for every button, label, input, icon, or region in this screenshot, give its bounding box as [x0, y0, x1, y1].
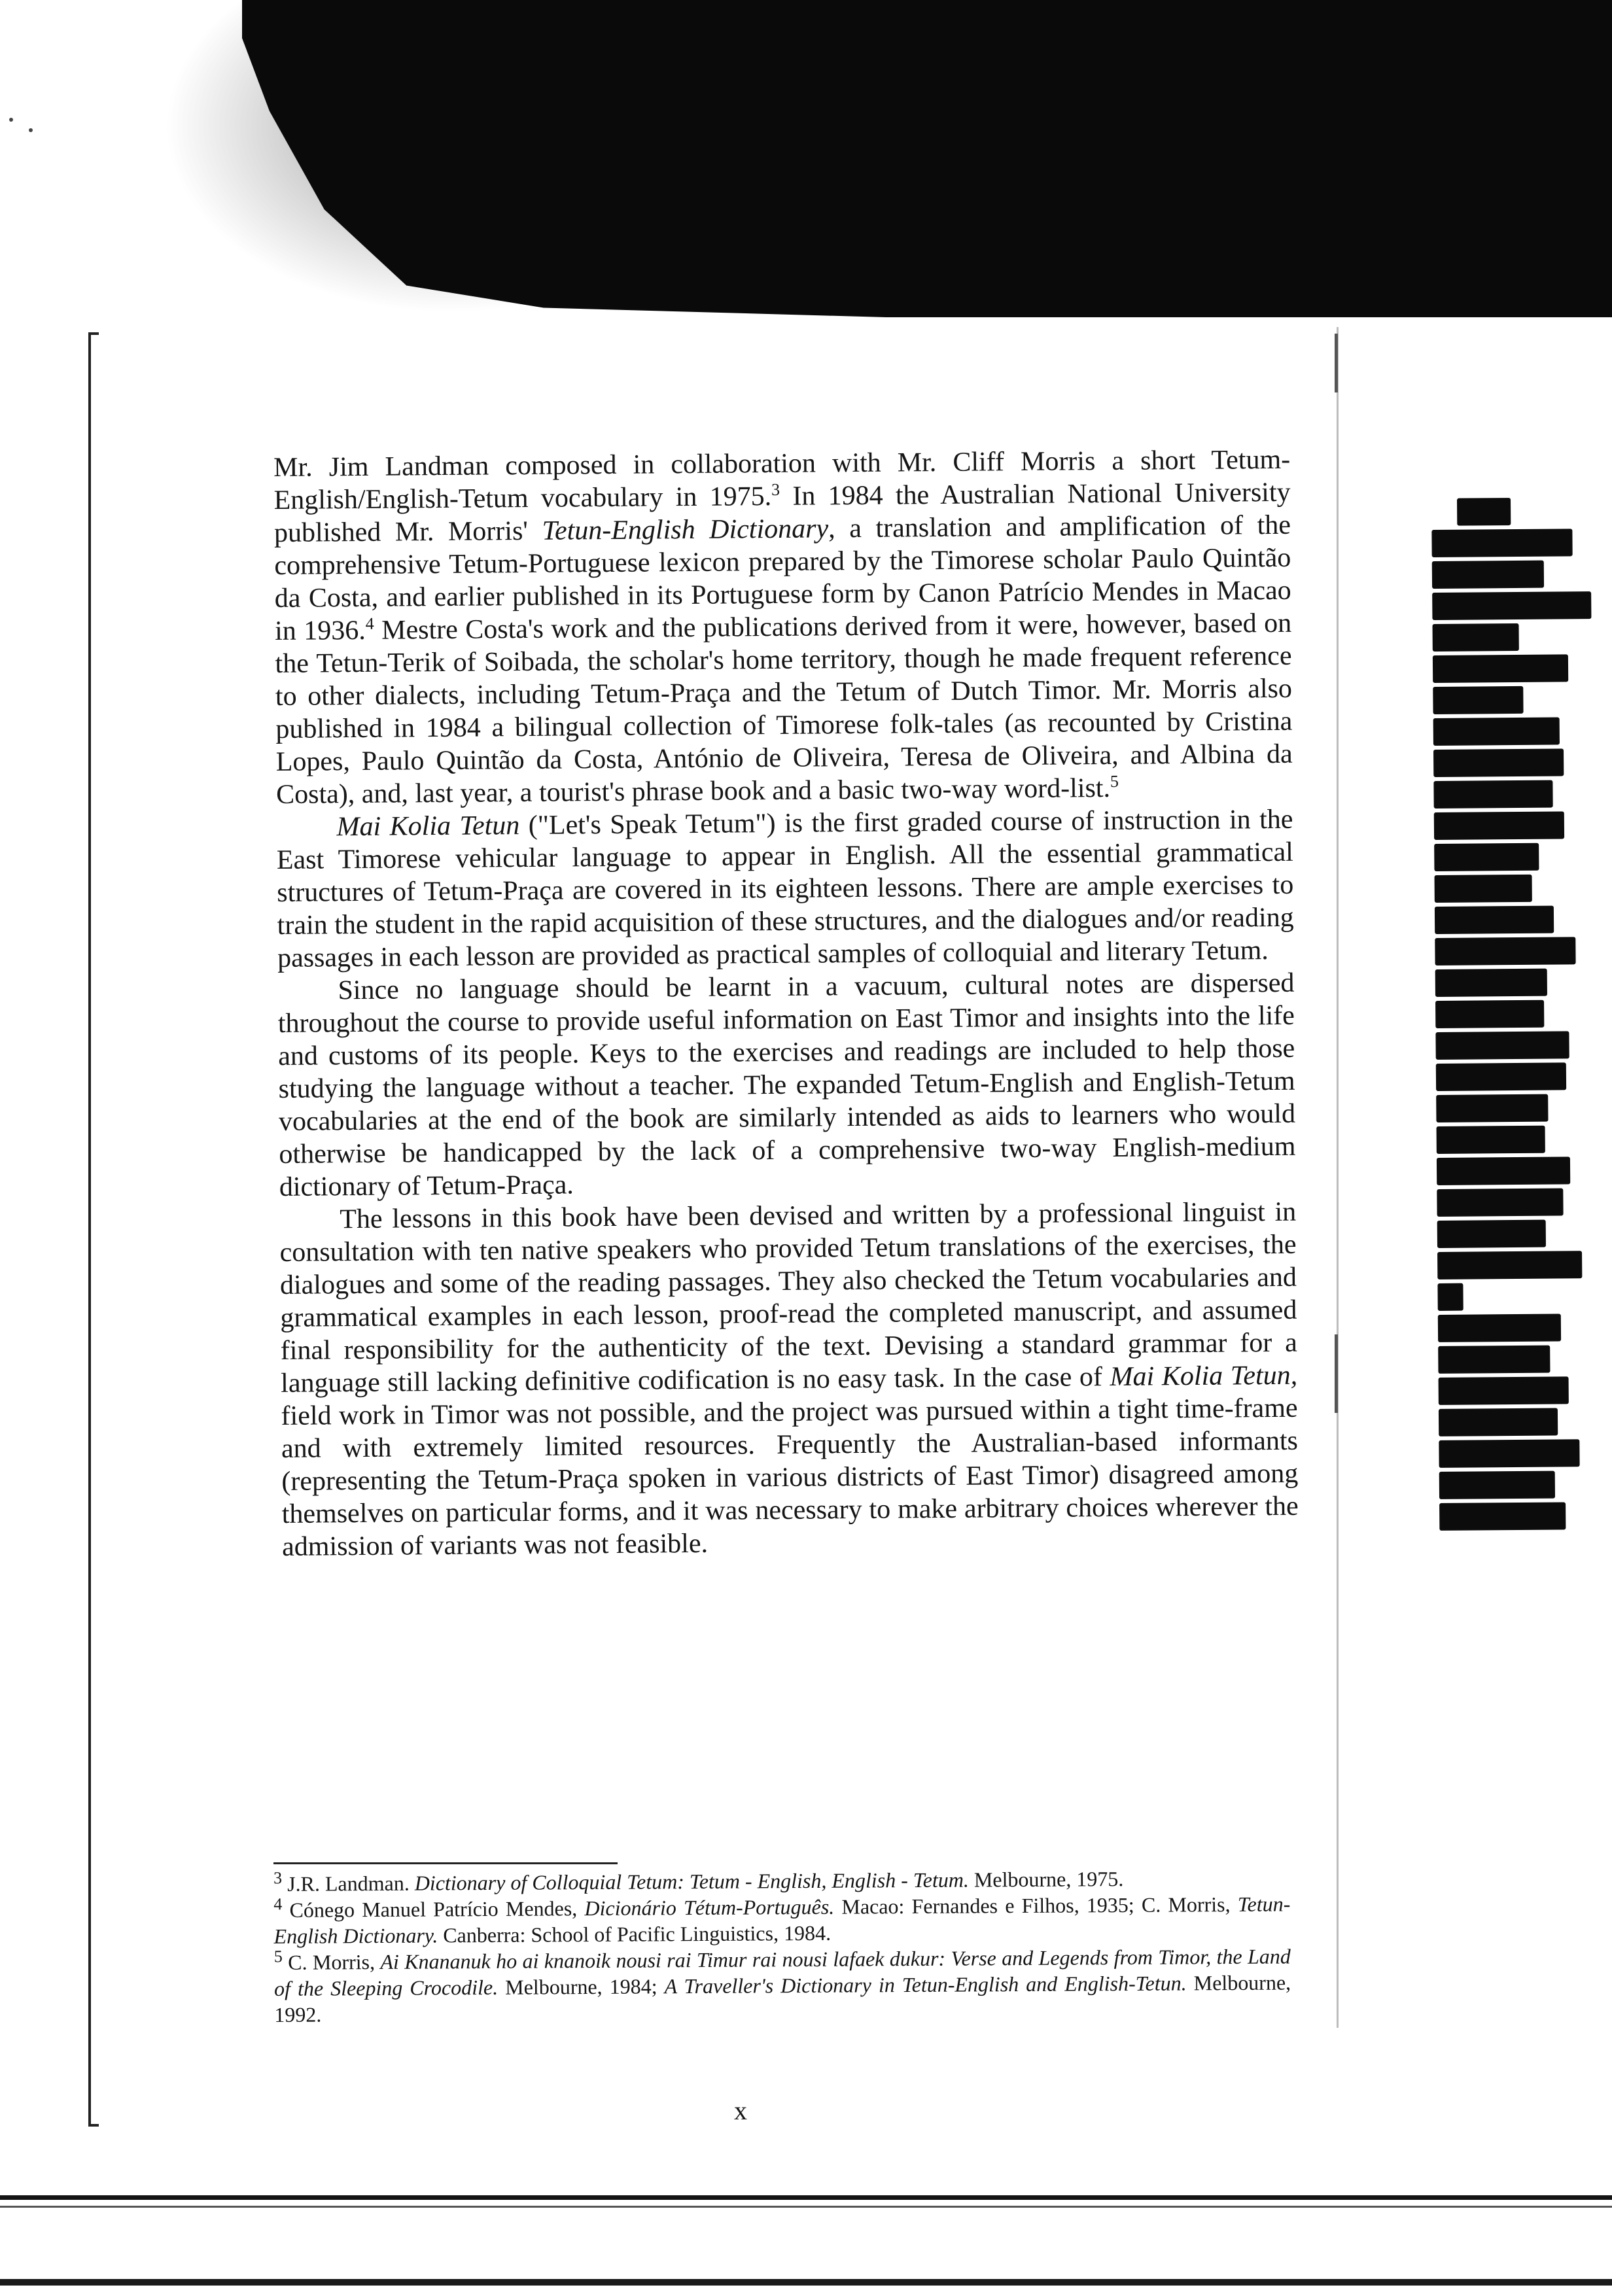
text-run: J.R. Landman.: [282, 1871, 415, 1896]
paragraph: [276, 803, 1294, 975]
text-run: ("Let's Speak Tetum") is the first graded course of instruction in the East Timorese vehicular language to appear in English. All the essential grammatical structures of Tetum-Praça are covered in its eighteen lessons. There are ample exercises to train the student in the rapid acquisition of these structures, and the dialogues and/or reading passages in each lesson are provided as practical samples of colloquial and literary Tetum.: [276, 804, 1294, 973]
page-fold-line: [1337, 327, 1339, 2028]
bleed-through-line: [1435, 969, 1547, 997]
scan-shadow: [242, 0, 1612, 317]
bleed-through-line: [1438, 1346, 1550, 1374]
bleed-through-line: [1437, 1283, 1463, 1311]
footnote-number: 4: [273, 1894, 283, 1914]
bleed-through-line: [1457, 498, 1511, 526]
bleed-through-line: [1437, 1220, 1546, 1248]
bleed-through-line: [1435, 906, 1554, 934]
text-run: Mr. Jim Landman composed in collaboration with Mr. Cliff Morris a short Tetum-English/English-Tetum vocabulary in 1975.: [273, 444, 1291, 515]
bleed-through-line: [1439, 1408, 1558, 1436]
bleed-through-line: [1434, 811, 1564, 840]
bleed-through-line: [1433, 748, 1564, 777]
footnote: [274, 1943, 1291, 2028]
footnote-ref: 4: [365, 614, 374, 633]
footnote-ref: 5: [1110, 771, 1119, 791]
bleed-through-line: [1435, 937, 1576, 965]
footnote-number: 5: [273, 1947, 283, 1966]
bleed-through-line: [1435, 1031, 1569, 1060]
paragraph: [279, 1196, 1299, 1563]
bleed-through-line: [1437, 1157, 1571, 1185]
paragraph: [277, 967, 1296, 1204]
italic-title: A Traveller's Dictionary in Tetun-English and English-Tetun.: [664, 1971, 1187, 1998]
bleed-through-line: [1436, 1062, 1566, 1091]
text-run: , a translation and amplification of the comprehensive Tetum-Portuguese lexicon prepared by the Timorese scholar Paulo Quintão da Costa, and earlier published in its Portuguese form by Canon Patrício Mendes in Macao in 1936.: [274, 510, 1291, 646]
bottom-edge-rule: [0, 2206, 1612, 2208]
bleed-through-line: [1432, 591, 1591, 620]
scan-speck: [9, 118, 13, 122]
facing-page-bleed-through: [1431, 497, 1612, 1519]
footnote-ref: 3: [771, 479, 780, 500]
italic-title: Mai Kolia Tetun,: [1110, 1360, 1298, 1393]
italic-title: Ai Knananuk ho ai knanoik nousi rai Timur rai nousi lafaek dukur: Verse and Legends from Timor, the Land of the Sleeping Crocodile.: [273, 1944, 1291, 2000]
bleed-through-line: [1437, 1251, 1582, 1279]
text-run: Since no language should be learnt in a vacuum, cultural notes are dispersed throughout the course to provide useful information on East Timor and insights into the life and customs of its people. Keys to the exercises and readings are included to help those studying the language without a teacher. The expanded Tetum-English and English-Tetum vocabularies at the end of the book are similarly intended as aids to learners who would otherwise be handicapped by the lack of a comprehensive two-way English-medium dictionary of Tetum-Praça.: [277, 967, 1296, 1202]
text-run: Melbourne, 1975.: [968, 1867, 1124, 1892]
italic-title: Dicionário Tétum-Português.: [584, 1894, 835, 1921]
text-run: Mestre Costa's work and the publications derived from it were, however, based on the Tetun-Terik of Soibada, the scholar's home territory, though he made frequent reference to other dialects, including Tetum-Praça and the Tetum of Dutch Timor. Mr. Morris also published in 1984 a bilingual collection of Timorese folk-tales (as recounted by Cristina Lopes, Paulo Quintão da Costa, António de Oliveira, Teresa de Oliveira, and Albina da Costa), and, last year, a tourist's phrase book and a basic two-way word-list.: [275, 608, 1293, 810]
bleed-through-line: [1437, 1126, 1545, 1154]
bleed-through-line: [1435, 875, 1532, 903]
italic-title: Tetun-English Dictionary.: [273, 1892, 1291, 1948]
bottom-edge-rule: [0, 2195, 1612, 2200]
text-run: C. Morris,: [282, 1950, 381, 1974]
text-run: Melbourne, 1992.: [274, 1970, 1291, 2026]
paragraph: [273, 444, 1293, 811]
bleed-through-line: [1438, 1313, 1561, 1342]
page-number: x: [734, 2096, 747, 2125]
text-run: In 1984 the Australian National University published Mr. Morris': [273, 477, 1291, 548]
bleed-through-line: [1439, 1439, 1580, 1468]
text-run: Melbourne, 1984;: [498, 1974, 665, 1999]
bleed-through-line: [1436, 1094, 1548, 1122]
footnote-separator: [273, 1862, 618, 1864]
bleed-through-line: [1433, 686, 1523, 714]
scan-speck: [29, 128, 33, 132]
body-text: [273, 444, 1299, 1563]
bottom-edge-rule: [0, 2279, 1612, 2286]
text-run: Macao: Fernandes e Filhos, 1935; C. Morris,: [834, 1892, 1238, 1919]
bleed-through-line: [1434, 843, 1539, 871]
page-fold-mark: [1335, 334, 1338, 392]
text-run: The lessons in this book have been devised and written by a professional linguist in consultation with ten native speakers who provided Tetum translations of the exercises, the dialogues and some of the reading passages. They also checked the Tetum vocabularies and grammatical examples in each lesson, proof-read the completed manuscript, and assumed final responsibility for the authenticity of the text. Devising a standard grammar for a language still lacking definitive codification is no easy task. In the case of: [279, 1196, 1297, 1399]
bleed-through-line: [1437, 1188, 1564, 1217]
bleed-through-line: [1439, 1376, 1569, 1405]
italic-title: Dictionary of Colloquial Tetum: Tetum - English, English - Tetum.: [414, 1868, 970, 1895]
bleed-through-line: [1439, 1502, 1566, 1531]
bleed-through-line: [1435, 1000, 1544, 1028]
footnote-number: 3: [273, 1868, 283, 1888]
page-margin-bracket: [88, 332, 99, 2127]
text-run: Cónego Manuel Patrício Mendes,: [282, 1896, 585, 1922]
bleed-through-line: [1433, 654, 1568, 683]
footnotes: [273, 1865, 1291, 2028]
bleed-through-line: [1433, 717, 1560, 746]
page-fold-mark: [1335, 1334, 1338, 1413]
bleed-through-line: [1433, 780, 1552, 809]
bleed-through-line: [1432, 561, 1544, 589]
text-run: field work in Timor was not possible, and the project was pursued within a tight time-frame and with extremely limited resources. Frequently the Australian-based informants (representing the Tetum-Praça spoken in various districts of East Timor) disagreed among themselves on particular forms, and it was necessary to make arbitrary choices wherever the admission of variants was not feasible.: [281, 1393, 1299, 1562]
italic-title: Tetun-English Dictionary: [542, 513, 829, 546]
bleed-through-line: [1433, 623, 1520, 652]
bleed-through-line: [1439, 1471, 1555, 1499]
italic-title: Mai Kolia Tetun: [336, 810, 520, 843]
footnote: [273, 1891, 1290, 1949]
bleed-through-line: [1431, 529, 1573, 557]
text-run: Canberra: School of Pacific Linguistics, 1984.: [438, 1921, 832, 1947]
